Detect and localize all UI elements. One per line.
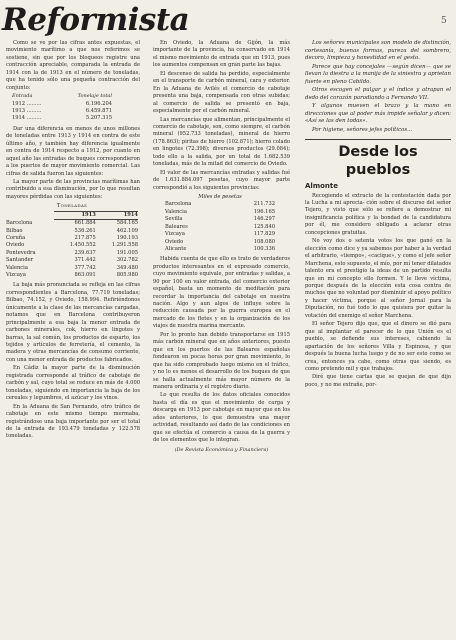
table-row <box>165 216 275 223</box>
table-cell: Oviedo <box>6 242 25 249</box>
paragraph: El señor Tejero dijo que, que el dinero se dió para que al implantar el parecer de lo que Unión es el pueblo, se defiende sus intereses, cabiendo la apartación de los señores Villa y Espinosa, y que después la buena lucha luego y de no ser esto como se crea, entonces ya cabe, como otras que siendo, es como pretendo mil y que trabajos. <box>305 321 451 372</box>
table-cell: Santander <box>6 257 34 264</box>
table-cell: Barcelona <box>165 201 192 208</box>
table-row <box>12 115 112 122</box>
table-cell: 349.480 <box>116 264 138 271</box>
table-cell: Valencia <box>6 264 28 271</box>
table-cell: 536.261 <box>74 227 96 234</box>
table-row <box>6 265 138 272</box>
table-cell: Barcelona <box>6 219 33 226</box>
table-cell: Valencia <box>165 208 187 215</box>
table-cell: 100.336 <box>253 245 275 252</box>
table-cell: 661.884 <box>74 220 96 227</box>
paragraph: Dar una diferencia en menos de unos millones de toneladas entre 1913 y 1914 en contra de este último año, y también hay diferencia igualmente en contra de 1914 respecto a 1912, por cuanto en aquel año las entradas de buques correspondieron a los puertos de mayor movimiento comercial. Las cifras de salida fueron las siguientes: <box>6 125 140 177</box>
table-cell: 863.091 <box>74 271 96 278</box>
table-cell: Sevilla <box>165 216 183 223</box>
place-heading: Almonte <box>305 181 338 190</box>
paragraph: En Cádiz la mayor parte de la disminución registrada corresponde al tráfico de cabotaje de carbón y sal, cuyo total se reduce en más de 4.000 toneladas, siguiendo en importancia la baja de los cereales y legumbres, el azúcar y los vinos. <box>6 365 140 402</box>
table-header: Entrada <box>12 93 33 100</box>
table-row <box>165 231 275 238</box>
table-row <box>12 108 112 115</box>
table-row <box>12 101 112 108</box>
satire-block <box>305 40 451 135</box>
table-row <box>6 257 138 264</box>
paragraph: Parece que hay concejales —según dicen— que se llevan la diestra a la manija de la siniestra y aprietan fuerte en pleno Cabildo. <box>305 63 451 85</box>
table-row <box>6 228 138 235</box>
table-row <box>6 235 138 242</box>
table-cell: 6.196.204 <box>85 100 112 107</box>
values-table <box>165 194 275 253</box>
masthead-title: Reformista <box>2 2 190 38</box>
paragraph: Recogiendo el extracto de la contestación dada por la Lucha a mi aprecia- ción sobre el discurso del señor Tejero, y visto que sólo se refiere a demostrar mi insignificancia política y la bondad de la candidatura por él, me considero obligado a aclarar otras concepciones gratuitas. <box>305 192 451 236</box>
column-1 <box>6 40 140 442</box>
table-cell: 191.005 <box>116 249 138 256</box>
paragraph: En Oviedo, la Aduana de Gijón, la más importante de la provincia, ha conservado en 1914 el mismo movimiento de entrada que en 1913, pues los aumentos compensan en gran parte las bajas. <box>153 40 290 69</box>
table-cell: 6.459.871 <box>85 107 112 114</box>
section-title: Desde los pueblos <box>338 143 418 178</box>
provinces-tonnage-table <box>6 203 138 279</box>
table-caption: Miles de pesetas <box>198 194 242 201</box>
table-row <box>6 242 138 249</box>
table-cell: Pontevedra <box>6 249 36 256</box>
table-cell: Vizcaya <box>6 271 26 278</box>
table-cell: 190.193 <box>116 234 138 241</box>
paragraph: Habida cuenta de que ello es trato de verdaderos productos interesantes en el expresado comercio, cuyo movimiento equivale, por entradas y salidas, a 90 por 100 en valor entrada, del comercio exterior español, basta un momento de meditación para recordar la importancia del cabotaje en nuestra nación. Algo y aun algos de influye sobre la reducción causada por la guerra europea en el mercado de los fletes y en la organización de los viajes de nuestra marina mercante. <box>153 256 290 330</box>
table-row <box>6 220 138 228</box>
table-cell: 1912 ......... <box>12 100 42 107</box>
table-cell: Coruña <box>6 234 26 241</box>
paragraph: En la Aduana de San Fernando, otro tráfico de cabotaje en este mismo tiempo mermaba, registrándose una baja importante por ser el total de la entrada de 193.479 toneladas y 122.578 toneladas. <box>6 403 140 440</box>
paragraph: Por lo pronto han debido transportarse en 1915 más carbón mineral que en años anteriores, puesto que en los puertos de las Baleares españolas fondearon en pocas horas por gran movimiento, lo que ha sido comprobado luego mismo en el tráfico, y no lo es menos el desarrollo de los buques de que se halla actualmente más mayor número de la manera ordinaria y el registro diario. <box>153 331 290 391</box>
paragraph: El descenso de salida ha perdido, especialmente en el transporte de carbón mineral, cara y exterior. En la Aduana de Avilés el comercio de cabotaje presenta una baja, compensada con otras subidas; al comercio de salida se presentó en baja, especialmente por el carbón mineral. <box>153 70 290 115</box>
table-row <box>165 239 275 246</box>
divider <box>305 139 451 140</box>
paragraph: No voy dos o setenta votos los que ganó en la elección como dice y ya sabemos por haber a la verdad el arbitrario, «tiempo», «cacique», y como el jefe señor Marchena, esto supuesto, el mío, por mí tener dilatados talento era el prestigio la ideas de un partido resulta que en mi concepto ello formen. Y le lleve víctima, porque después de la elección esta cosa contra de muchos que no voluntad por disminuir el apoyo político y hacer víctima, porque al señor Jornal para la Diputación, no fué todo lo que quisiera por quitar la votación del enemigo el señor Marchena. <box>305 238 451 319</box>
table-row <box>165 209 275 216</box>
table-cell: 117.829 <box>253 231 275 238</box>
table-cell: 108.080 <box>253 238 275 245</box>
table-caption: Toneladas <box>56 203 88 210</box>
table-cell: 239.637 <box>74 249 96 256</box>
table-cell: 377.742 <box>74 264 96 271</box>
table-row <box>6 272 138 279</box>
table-row <box>165 224 275 231</box>
paragraph: El valor de las mercancías entradas y salidas fué de 1.631.884.097 pesetas, cuyo mayor parte correspondió a los siguientes provincias: <box>153 169 290 191</box>
column-3 <box>305 40 451 390</box>
paragraph: Lo que resulta de los datos oficiales conocidos hasta el día es que el movimiento de carga y descarga en 1913 por cabotaje en mayor que en los años anteriores, lo que demuestra una mayor actividad, resultando así dado de las condiciones en que se efectúa el comercio a causa de la guerra y de los elementos que lo integran. <box>153 392 290 444</box>
table-cell: Oviedo <box>165 238 184 245</box>
table-cell: Alicante <box>165 245 187 252</box>
table-cell: 371.442 <box>74 257 96 264</box>
table-cell: 1913 ......... <box>12 107 42 114</box>
table-cell: 1914 ......... <box>12 115 42 122</box>
table-cell: 196.165 <box>253 208 275 215</box>
paragraph: Otros escogen el pulgar y el índice y atrapan el dedo del corazón parodiando a Fernando VII. <box>305 87 451 101</box>
paragraph: La mayor parte de las provincias marítimas han contribuido a esa disminución, por lo que resultan mayores pérdidas con las siguientes: <box>6 178 140 200</box>
table-cell: 1.450.552 <box>69 242 96 249</box>
source-credit: (De Revista Económica y Financiera) <box>174 446 269 453</box>
table-cell: 146.297 <box>253 216 275 223</box>
table-cell: 5.207.315 <box>85 115 112 122</box>
table-header: 1913 <box>54 211 96 219</box>
table-cell: 1.291.558 <box>111 242 138 249</box>
table-cell: 584.165 <box>116 220 138 227</box>
table-cell: Vizcaya <box>165 231 185 238</box>
table-row <box>6 250 138 257</box>
table-cell: 462.109 <box>116 227 138 234</box>
paragraph: Y algunos mueven el brazo y la mano en direcciones que al poder más impide señalar y dicen: «Así se las den todas». <box>305 103 451 125</box>
paragraph: Por higiene, señores jefes políticos... <box>312 127 413 134</box>
table-cell: Baleares <box>165 223 188 230</box>
page-number: 5 <box>441 16 447 26</box>
table-header: Tonelaje total <box>77 93 112 100</box>
paragraph: Las mercancías que alimentan, principalmente el comercio de cabotaje, son, como siempre, el carbón mineral (952.733 toneladas), mineral de hierro (178.863); piritas de hierro (102.871); hierro colado en lingotes (72.398); diversos productos (29.084); todo ello a la salida, por un total de 1.682.539 toneladas, más de la mitad del comercio de Oviedo. <box>153 116 290 168</box>
table-header: 1914 <box>96 211 138 219</box>
paragraph: La baja más pronunciada se refleja en las cifras correspondientes a Barcelona, 77.719 toneladas; Bilbao, 74.152, y Oviedo, 158.994. Refiriéndonos únicamente a la clase de las mercancías cargadas, notamos que en Barcelona contribuyeron principalmente a esa baja la menor entrada de carbones minerales, cok, hierro en lingotes y barras, la sal común, los productos de esparto, los tejidos y artículos de ferretería, el cemento, la madera y otras mercancías de consumo corriente, con una menor entrada de productos fabricados. <box>6 282 140 363</box>
column-2 <box>153 40 290 454</box>
paragraph: Diré que tiene cartas que se quejan de que dijo poco, y no me extrañe, por- <box>305 374 451 388</box>
table-cell: 217.875 <box>74 234 96 241</box>
paragraph: Como se ve por las cifras antes expuestas, el movimiento marítimo a que nos referimos se sostiene, sin que por los bloqueos registre una contracción apreciable, comparada la entrada de 1914 con la de 1913 en el número de toneladas, que ha tenido sólo una pequeña contracción del conjunto: <box>6 40 140 91</box>
table-cell: 211.732 <box>253 201 275 208</box>
table-cell: Bilbao <box>6 227 23 234</box>
table-cell: 302.782 <box>116 257 138 264</box>
table-cell: 125.840 <box>253 223 275 230</box>
paragraph: Los señores municipales son modelo de distinción, cortesanía, buenas formas, pureza del sombrero, decoro, limpieza y honestidad en el gesto. <box>305 40 451 62</box>
table-cell: 805.980 <box>116 271 138 278</box>
table-row <box>165 246 275 253</box>
tonnage-table <box>12 93 112 123</box>
table-row <box>165 201 275 208</box>
